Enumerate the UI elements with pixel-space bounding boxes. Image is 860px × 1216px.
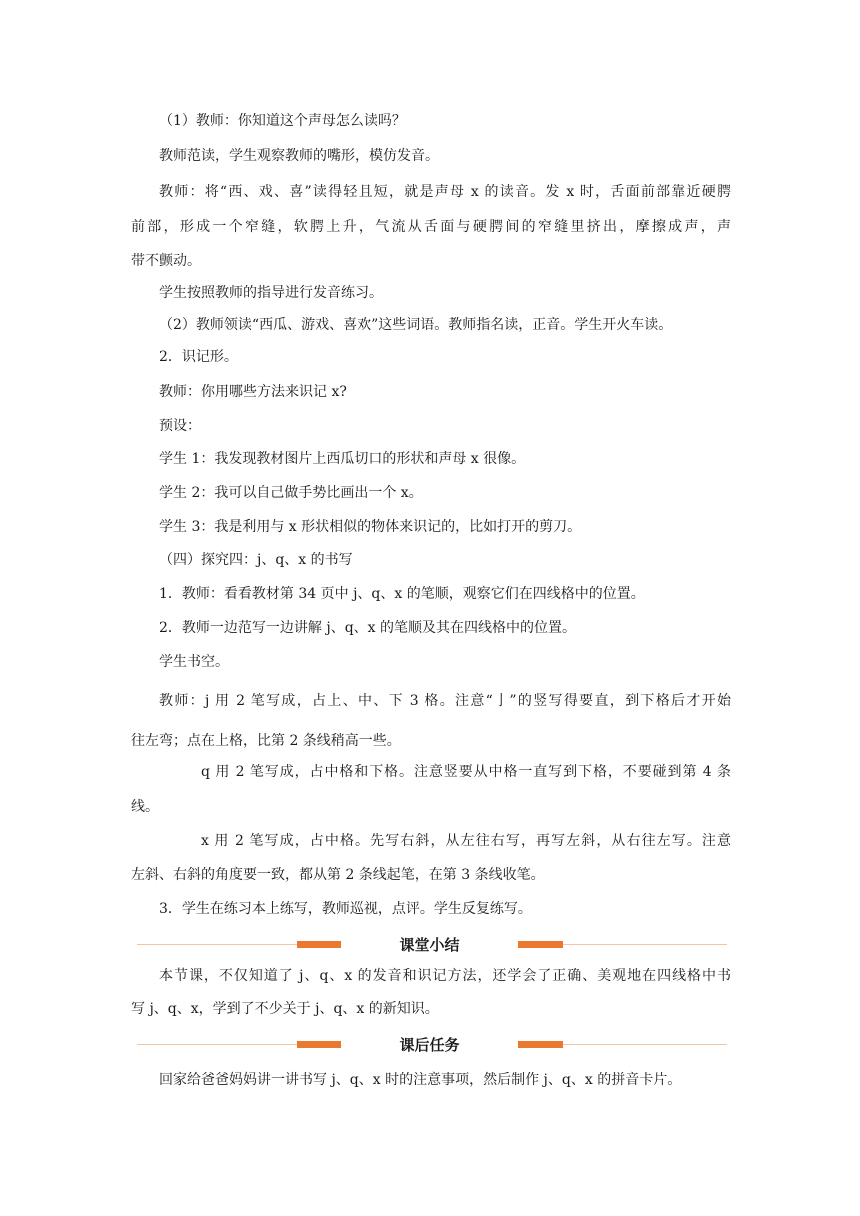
- paragraph: 2．教师一边范写一边讲解 j、q、x 的笔顺及其在四线格中的位置。: [159, 620, 577, 636]
- paragraph: 2．识记形。: [159, 349, 238, 365]
- paragraph: 学生按照教师的指导进行发音练习。: [159, 285, 383, 301]
- divider-line: [137, 1044, 297, 1045]
- paragraph: x 用 2 笔写成，占中格。先写右斜，从左往右写，再写左斜，从右往左写。注意: [201, 833, 731, 849]
- divider-bar: [518, 1041, 563, 1048]
- paragraph: 1．教师：看看教材第 34 页中 j、q、x 的笔顺，观察它们在四线格中的位置。: [159, 586, 645, 602]
- paragraph: 3．学生在练习本上练写，教师巡视，点评。学生反复练写。: [159, 901, 532, 917]
- divider-line: [563, 1044, 727, 1045]
- section-divider-homework: [131, 1032, 731, 1058]
- divider-bar: [297, 941, 341, 948]
- divider-bar: [297, 1041, 341, 1048]
- paragraph: 学生 3：我是利用与 x 形状相似的物体来识记的，比如打开的剪刀。: [159, 519, 582, 535]
- homework-paragraph: 回家给爸爸妈妈讲一讲书写 j、q、x 时的注意事项，然后制作 j、q、x 的拼音卡片。: [159, 1072, 682, 1088]
- paragraph: 往左弯；点在上格，比第 2 条线稍高一些。: [131, 733, 401, 749]
- homework-title: 课后任务: [399, 1036, 460, 1054]
- paragraph: 左斜、右斜的角度要一致，都从第 2 条线起笔，在第 3 条线收笔。: [131, 867, 545, 883]
- divider-line: [137, 944, 297, 945]
- paragraph: 教师范读，学生观察教师的嘴形，模仿发音。: [159, 148, 439, 164]
- paragraph: 学生书空。: [159, 654, 229, 670]
- section-heading: （四）探究四：j、q、x 的书写: [159, 552, 353, 568]
- paragraph: 线。: [131, 799, 159, 815]
- paragraph: q 用 2 笔写成，占中格和下格。注意竖要从中格一直写到下格，不要碰到第 4 条: [201, 764, 731, 780]
- paragraph: 教师：你用哪些方法来识记 x?: [159, 384, 347, 400]
- paragraph: 教师：将“西、戏、喜”读得轻且短，就是声母 x 的读音。发 x 时，舌面前部靠近硬腭: [159, 184, 731, 200]
- divider-bar: [518, 941, 563, 948]
- paragraph: 前部，形成一个窄缝，软腭上升，气流从舌面与硬腭间的窄缝里挤出，摩擦成声，声: [131, 219, 731, 235]
- paragraph: 预设：: [159, 418, 201, 434]
- divider-line: [563, 944, 727, 945]
- summary-paragraph: 本节课，不仅知道了 j、q、x 的发音和识记方法，还学会了正确、美观地在四线格中书: [159, 968, 731, 984]
- paragraph: 学生 1：我发现教材图片上西瓜切口的形状和声母 x 很像。: [159, 451, 526, 467]
- paragraph: 带不颤动。: [131, 253, 201, 269]
- paragraph: 教师：j 用 2 笔写成，占上、中、下 3 格。注意“亅”的竖写得要直，到下格后才开始: [159, 693, 731, 709]
- summary-paragraph: 写 j、q、x，学到了不少关于 j、q、x 的新知识。: [131, 1001, 439, 1017]
- paragraph: 学生 2：我可以自己做手势比画出一个 x。: [159, 485, 423, 501]
- paragraph: （2）教师领读“西瓜、游戏、喜欢”这些词语。教师指名读，正音。学生开火车读。: [159, 317, 673, 333]
- paragraph: （1）教师：你知道这个声母怎么读吗？: [159, 113, 406, 129]
- section-divider-summary: [131, 932, 731, 958]
- summary-title: 课堂小结: [399, 936, 460, 954]
